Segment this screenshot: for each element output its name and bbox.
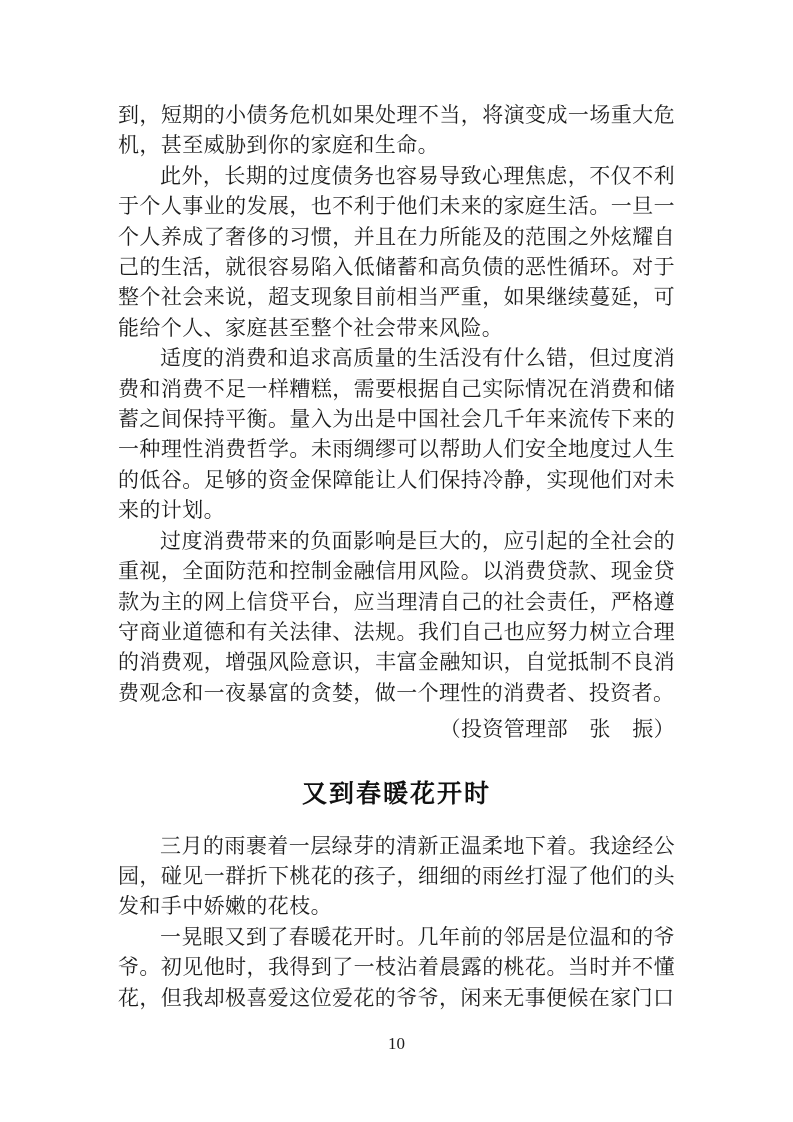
page-number: 10 <box>388 1034 405 1053</box>
article-title: 又到春暖花开时 <box>301 779 491 808</box>
paragraph: 三月的雨裹着一层绿芽的清新正温柔地下着。我途经公园，碰见一群折下桃花的孩子，细细的雨丝打湿了他们的头发和手中娇嫩的花枝。 <box>118 833 675 919</box>
paragraph-continued: 到，短期的小债务危机如果处理不当，将演变成一场重大危机，甚至威胁到你的家庭和生命。 <box>118 103 675 158</box>
paragraph: 过度消费带来的负面影响是巨大的，应引起的全社会的重视，全面防范和控制金融信用风险。以消费贷款、现金贷款为主的网上信贷平台，应当理清自己的社会责任，严格遵守商业道德和有关法律、法规。我们自己也应努力树立合理的消费观，增强风险意识，丰富金融知识，自觉抵制不良消费观念和一夜暴富的贪婪，做一个理性的消费者、投资者。 <box>118 528 675 705</box>
article-spring <box>118 777 675 1013</box>
byline: （投资管理部 张 振） <box>439 717 675 742</box>
paragraph: 一晃眼又到了春暖花开时。几年前的邻居是位温和的爷爷。初见他时，我得到了一枝沾着晨露的桃花。当时并不懂花，但我却极喜爱这位爱花的爷爷，闲来无事便候在家门口 <box>118 924 675 1010</box>
paragraph: 适度的消费和追求高质量的生活没有什么错，但过度消费和消费不足一样糟糕，需要根据自己实际情况在消费和储蓄之间保持平衡。量入为出是中国社会几千年来流传下来的一种理性消费哲学。未雨绸缪可以帮助人们安全地度过人生的低谷。足够的资金保障能让人们保持冷静，实现他们对未来的计划。 <box>118 346 675 523</box>
paragraph: 此外，长期的过度债务也容易导致心理焦虑，不仅不利于个人事业的发展，也不利于他们未来的家庭生活。一旦一个人养成了奢侈的习惯，并且在力所能及的范围之外炫耀自己的生活，就很容易陷入低储蓄和高负债的恶性循环。对于整个社会来说，超支现象目前相当严重，如果继续蔓延，可能给个人、家庭甚至整个社会带来风险。 <box>118 163 675 340</box>
text-block <box>118 100 675 1013</box>
article-consumption <box>118 100 675 745</box>
